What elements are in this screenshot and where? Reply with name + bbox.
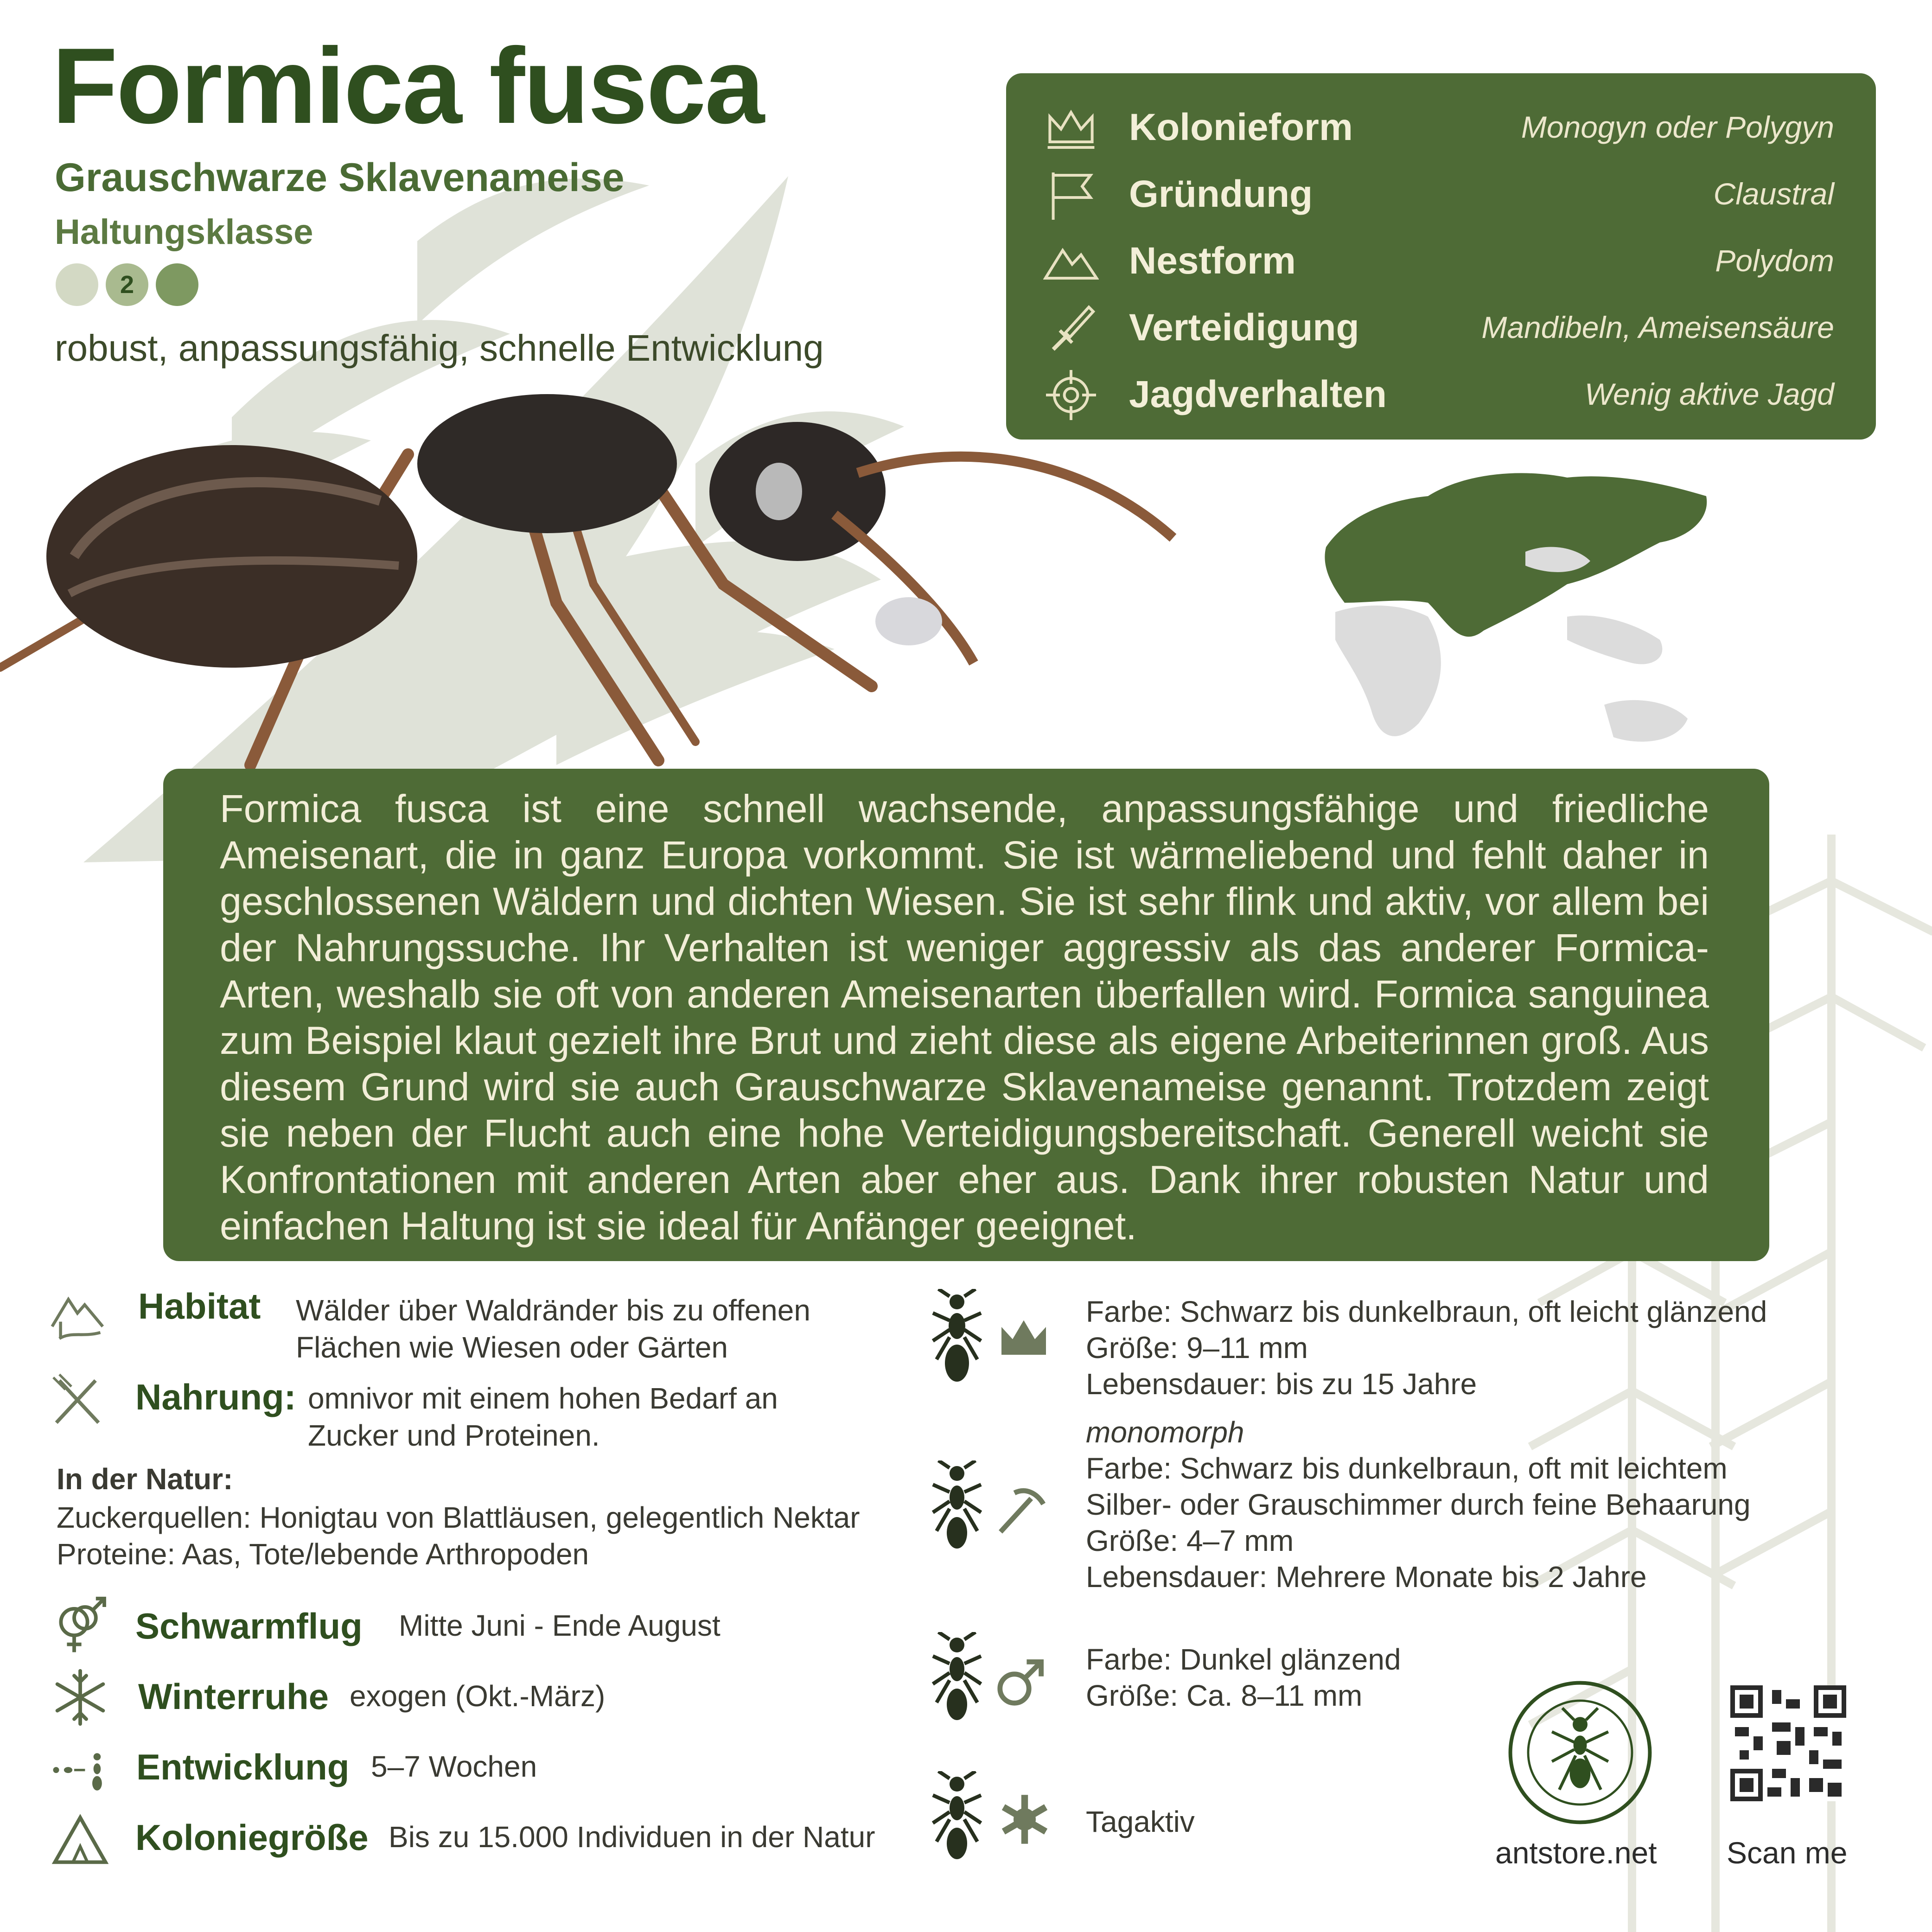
care-level-dot-1 <box>56 263 98 306</box>
info-label: Jagdverhalten <box>1129 373 1387 415</box>
ant-egg <box>875 597 942 645</box>
queen-ant-icon <box>929 1289 985 1386</box>
info-label: Verteidigung <box>1129 306 1359 349</box>
fact-value: 5–7 Wochen <box>371 1750 537 1783</box>
male-icon <box>992 1655 1048 1711</box>
worker-morph: monomorph <box>1086 1416 1244 1449</box>
world-landmass <box>1335 606 1688 742</box>
ant-thorax <box>417 394 677 533</box>
distribution-map <box>1307 464 1725 760</box>
queen-size: Größe: 9–11 mm <box>1086 1331 1308 1365</box>
crown-icon <box>996 1310 1052 1366</box>
worker-color: Farbe: Schwarz bis dunkelbraun, oft mit leichtem <box>1086 1452 1728 1485</box>
queen-lifespan: Lebensdauer: bis zu 15 Jahre <box>1086 1367 1477 1401</box>
info-value: Polydom <box>1715 243 1834 278</box>
queen-color: Farbe: Schwarz bis dunkelbraun, oft leicht glänzend <box>1086 1295 1767 1328</box>
description-box <box>163 769 1769 1261</box>
info-row-verteidigung <box>1006 298 1876 358</box>
antstore-logo <box>1506 1678 1654 1827</box>
info-row-kolonieform <box>1006 97 1876 158</box>
care-level-dot-2: 2 <box>106 263 148 306</box>
food-text-line-1: omnivor mit einem hohen Bedarf an <box>308 1382 778 1415</box>
food-label: Nahrung: <box>135 1377 296 1417</box>
info-value: Wenig aktive Jagd <box>1584 377 1834 411</box>
traits-line: robust, anpassungsfähig, schnelle Entwicklung <box>55 327 824 369</box>
info-label: Kolonieform <box>1129 106 1353 148</box>
worker-lifespan: Lebensdauer: Mehrere Monate bis 2 Jahre <box>1086 1560 1647 1594</box>
cutlery-icon <box>47 1371 108 1432</box>
worker-ant-icon <box>929 1460 985 1558</box>
fact-value: exogen (Okt.-März) <box>350 1679 606 1713</box>
male-ant-icon <box>929 1632 985 1729</box>
tent-icon <box>50 1809 110 1869</box>
fact-value: Mitte Juni - Ende August <box>399 1609 721 1642</box>
info-label: Gründung <box>1129 173 1313 215</box>
sun-icon <box>997 1792 1052 1847</box>
food-text-line-2: Zucker und Proteinen. <box>308 1419 600 1452</box>
nature-heading: In der Natur: <box>57 1462 233 1496</box>
habitat-text-line-2: Flächen wie Wiesen oder Gärten <box>296 1331 728 1364</box>
activity-text: Tagaktiv <box>1086 1805 1195 1838</box>
worker-size: Größe: 4–7 mm <box>1086 1524 1294 1557</box>
care-class-label: Haltungsklasse <box>55 212 313 252</box>
common-name: Grauschwarze Sklavenameise <box>55 155 625 200</box>
habitat-text-line-1: Wälder über Waldränder bis zu offenen <box>296 1294 810 1327</box>
info-value: Claustral <box>1713 177 1834 211</box>
fact-label: Entwicklung <box>136 1747 350 1787</box>
care-level-dot-3 <box>156 263 198 306</box>
scan-me-label: Scan me <box>1727 1836 1848 1870</box>
nature-protein-sources: Proteine: Aas, Tote/lebende Arthropoden <box>57 1537 589 1571</box>
worker-color-detail: Silber- oder Grauschimmer durch feine Behaarung <box>1086 1488 1751 1521</box>
flag-icon <box>1043 167 1099 223</box>
habitat-label: Habitat <box>138 1286 261 1326</box>
pickaxe-icon <box>992 1482 1048 1537</box>
fact-label: Koloniegröße <box>135 1817 369 1858</box>
fact-label: Winterruhe <box>138 1676 329 1717</box>
species-title: Formica fusca <box>52 26 764 146</box>
fact-value: Bis zu 15.000 Individuen in der Natur <box>389 1820 875 1854</box>
ant-eye <box>756 463 802 520</box>
snowflake-icon <box>50 1667 110 1728</box>
info-row-jagdverhalten <box>1006 364 1876 425</box>
activity-ant-icon <box>929 1771 985 1868</box>
info-row-nestform <box>1006 231 1876 291</box>
sword-icon <box>1043 300 1099 356</box>
nature-sugar-sources: Zuckerquellen: Honigtau von Blattläusen, gelegentlich Nektar <box>57 1501 860 1534</box>
crosshair-icon <box>1043 367 1099 423</box>
info-label: Nestform <box>1129 240 1296 282</box>
qr-code[interactable] <box>1730 1685 1846 1801</box>
description-text: Formica fusca ist eine schnell wachsende, anpassungsfähige und friedliche Ameisenart, die in ganz Europa vorkommt. Sie ist wärmeliebend und fehlt daher in geschlossenen Wäldern und dichten Wiesen. Sie ist sehr flink und aktiv, vor allem bei der Nahrungssuche. Ihr Verhalten ist weniger aggressiv als das anderer Formica-Arten, weshalb sie oft von anderen Ameisenarten überfallen wird. Formica sanguinea zum Beispiel klaut gezielt ihre Brut und zieht diese als eigene Arbeiterinnen groß. Aus diesem Grund wird sie auch Grauschwarze Sklavenameise genannt. Trotzdem zeigt sie neben der Flucht auch eine hohe Verteidigungsbereitschaft. Generell weicht sie Konfrontationen mit anderen Arten aber eher aus. Dank ihrer robusten Natur und einfachen Haltung ist sie ideal für Anfänger geeignet. <box>220 787 1709 1248</box>
gender-icon <box>50 1595 110 1655</box>
crown-icon <box>1043 100 1099 156</box>
development-icon <box>50 1739 110 1799</box>
website-link[interactable]: antstore.net <box>1495 1836 1657 1870</box>
mountain-icon <box>1043 234 1099 289</box>
male-color: Farbe: Dunkel glänzend <box>1086 1643 1401 1676</box>
info-value: Monogyn oder Polygyn <box>1521 110 1834 144</box>
species-info-panel <box>1006 73 1876 440</box>
info-row-gruendung <box>1006 164 1876 224</box>
info-value: Mandibeln, Ameisensäure <box>1481 310 1834 344</box>
habitat-icon <box>47 1284 108 1345</box>
fact-label: Schwarmflug <box>135 1606 363 1646</box>
male-size: Größe: Ca. 8–11 mm <box>1086 1679 1363 1712</box>
